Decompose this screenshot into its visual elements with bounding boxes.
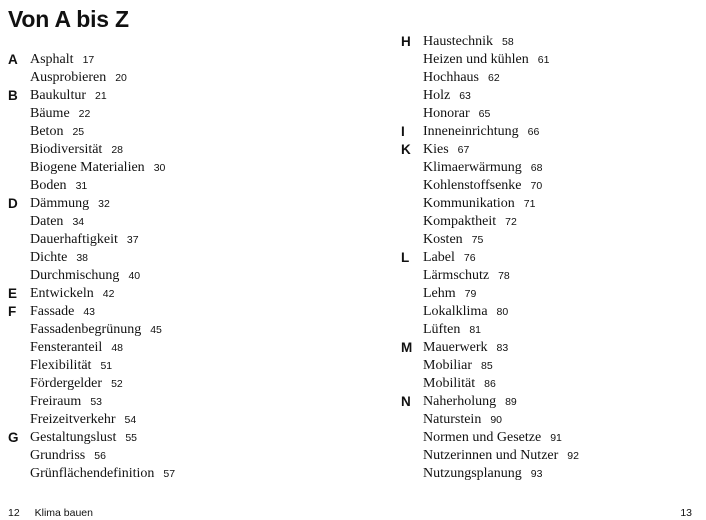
index-letter: B: [8, 88, 18, 103]
index-term: [30, 213, 84, 231]
index-page-number: 42: [102, 288, 115, 300]
index-page-number: 40: [128, 270, 141, 282]
index-term-text: Label: [423, 250, 455, 265]
index-entry: [401, 357, 701, 375]
index-term-text: Dämmung: [30, 196, 90, 211]
index-entry: [401, 51, 701, 69]
index-term-text: Hochhaus: [423, 70, 479, 85]
index-entry: [8, 285, 308, 303]
index-term-text: Kohlenstoffsenke: [423, 178, 522, 193]
index-entry: [401, 105, 701, 123]
index-page-number: 43: [83, 306, 96, 318]
index-page-number: 70: [530, 180, 543, 192]
index-entry: [401, 339, 701, 357]
index-term-text: Kosten: [423, 232, 463, 247]
index-term: [30, 105, 90, 123]
index-term: [423, 357, 493, 375]
index-term-text: Lehm: [423, 286, 456, 301]
index-letter: D: [8, 196, 18, 211]
index-term: [30, 285, 114, 303]
index-term: [423, 51, 549, 69]
index-letter: H: [401, 34, 411, 49]
index-term: [30, 249, 88, 267]
index-entry: [401, 321, 701, 339]
index-entry: [8, 159, 308, 177]
index-term: [423, 321, 481, 339]
index-entry: [8, 447, 308, 465]
index-entry: [401, 447, 701, 465]
index-letter: G: [8, 430, 19, 445]
index-page-number: 30: [153, 162, 166, 174]
index-term: [30, 393, 102, 411]
index-term: [30, 447, 106, 465]
footer-right: [680, 507, 692, 519]
index-letter: I: [401, 124, 405, 139]
index-page-number: 79: [464, 288, 477, 300]
index-term: [423, 177, 542, 195]
index-term-text: Holz: [423, 88, 451, 103]
index-entry: [401, 33, 701, 51]
index-term-text: Fassade: [30, 304, 75, 319]
index-page-number: 78: [498, 270, 510, 282]
index-letter: F: [8, 304, 17, 319]
index-entry: [8, 339, 308, 357]
index-entry: [401, 159, 701, 177]
index-entry: [401, 465, 701, 483]
index-entry: [401, 303, 701, 321]
index-term-text: Asphalt: [30, 52, 74, 67]
index-term-text: Heizen und kühlen: [423, 52, 529, 67]
index-term: [30, 141, 123, 159]
index-term-text: Entwickeln: [30, 286, 94, 301]
index-term: [423, 69, 500, 87]
index-term: [30, 321, 162, 339]
index-term-text: Freizeitverkehr: [30, 412, 116, 427]
index-term: [30, 231, 139, 249]
index-letter: A: [8, 52, 18, 67]
index-entry: [8, 375, 308, 393]
index-page-number: 58: [501, 36, 514, 48]
index-entry: [8, 465, 308, 483]
index-page-number: 38: [76, 252, 89, 264]
index-term-text: Biogene Materialien: [30, 160, 145, 175]
index-term-text: Naturstein: [423, 412, 482, 427]
index-term-text: Ausprobieren: [30, 70, 107, 85]
index-term-text: Honorar: [423, 106, 470, 121]
index-term: [30, 87, 107, 105]
index-term-text: Flexibilität: [30, 358, 92, 373]
index-entry: [8, 177, 308, 195]
index-entry: [401, 393, 701, 411]
index-page-number: 25: [72, 126, 85, 138]
index-term: [30, 339, 123, 357]
index-term: [423, 339, 508, 357]
index-entry: [401, 411, 701, 429]
index-term: [423, 465, 542, 483]
index-term-text: Mauerwerk: [423, 340, 488, 355]
index-term-text: Bäume: [30, 106, 70, 121]
footer-page-number-right: 13: [680, 507, 692, 519]
index-term: [423, 141, 469, 159]
index-page-number: 85: [481, 360, 493, 372]
index-term-text: Fördergelder: [30, 376, 103, 391]
index-term: [423, 87, 471, 105]
index-page-number: 45: [150, 324, 162, 336]
index-term: [30, 465, 175, 483]
index-term-text: Grundriss: [30, 448, 86, 463]
index-page-number: 72: [505, 216, 517, 228]
index-term: [30, 69, 127, 87]
index-term-text: Grünflächendefinition: [30, 466, 155, 481]
index-term-text: Daten: [30, 214, 64, 229]
footer-page-number-left: 12: [8, 507, 20, 519]
index-term-text: Nutzungsplanung: [423, 466, 522, 481]
index-page-number: 17: [82, 54, 95, 66]
index-entry: [401, 429, 701, 447]
index-page-number: 31: [75, 180, 88, 192]
index-term-text: Haustechnik: [423, 34, 493, 49]
index-term: [30, 51, 94, 69]
index-page-number: 37: [126, 234, 139, 246]
index-entry: [8, 69, 308, 87]
index-entry: [8, 429, 308, 447]
index-entry: [401, 375, 701, 393]
index-term-text: Lüften: [423, 322, 461, 337]
index-entry: [401, 213, 701, 231]
index-term: [423, 249, 476, 267]
index-term: [30, 123, 84, 141]
index-page-number: 91: [550, 432, 562, 444]
index-page-number: 28: [111, 144, 124, 156]
index-term: [423, 195, 535, 213]
index-page-number: 53: [90, 396, 103, 408]
index-term: [423, 33, 514, 51]
index-term: [423, 303, 508, 321]
index-page-number: 52: [111, 378, 123, 390]
index-entry: [8, 411, 308, 429]
index-entry: [401, 123, 701, 141]
index-term: [423, 105, 490, 123]
index-entry: [401, 195, 701, 213]
index-term: [30, 303, 95, 321]
index-term: [423, 447, 579, 465]
index-page-number: 90: [490, 414, 503, 426]
index-entry: [401, 249, 701, 267]
index-page-number: 67: [457, 144, 470, 156]
index-term-text: Inneneinrichtung: [423, 124, 519, 139]
index-page-number: 54: [124, 414, 137, 426]
footer-book-title: Klima bauen: [34, 507, 93, 519]
index-term-text: Beton: [30, 124, 64, 139]
index-page-number: 83: [496, 342, 509, 354]
index-term-text: Fassadenbegrünung: [30, 322, 142, 337]
index-letter: N: [401, 394, 411, 409]
index-term-text: Lokalklima: [423, 304, 488, 319]
index-term: [30, 411, 136, 429]
index-term-text: Boden: [30, 178, 67, 193]
index-page-number: 89: [505, 396, 517, 408]
index-term-text: Fensteranteil: [30, 340, 103, 355]
index-term-text: Kommunikation: [423, 196, 515, 211]
index-term-text: Dichte: [30, 250, 68, 265]
index-entry: [8, 249, 308, 267]
index-term-text: Nutzerinnen und Nutzer: [423, 448, 559, 463]
index-term: [30, 357, 112, 375]
index-entry: [8, 393, 308, 411]
index-page-number: 80: [496, 306, 509, 318]
index-term-text: Klimaerwärmung: [423, 160, 522, 175]
index-page-number: 61: [537, 54, 550, 66]
index-entry: [8, 213, 308, 231]
index-entry: [401, 285, 701, 303]
index-term: [423, 267, 510, 285]
index-page-number: 81: [469, 324, 482, 336]
index-term-text: Lärmschutz: [423, 268, 490, 283]
index-page-number: 75: [471, 234, 484, 246]
index-entry: [401, 267, 701, 285]
index-page-number: 48: [111, 342, 123, 354]
index-entry: [8, 51, 308, 69]
index-entry: [8, 123, 308, 141]
index-term: [423, 231, 483, 249]
index-term: [30, 375, 123, 393]
index-entry: [8, 105, 308, 123]
index-letter: M: [401, 340, 413, 355]
index-entry: [8, 267, 308, 285]
index-page-number: 56: [94, 450, 106, 462]
index-term: [30, 429, 137, 447]
index-entry: [8, 195, 308, 213]
index-entry: [401, 87, 701, 105]
index-page-number: 66: [527, 126, 540, 138]
index-page-number: 63: [459, 90, 471, 102]
index-term-text: Normen und Gesetze: [423, 430, 542, 445]
index-page-number: 32: [98, 198, 110, 210]
index-term-text: Mobilität: [423, 376, 476, 391]
index-term: [423, 429, 562, 447]
index-page-number: 21: [95, 90, 107, 102]
index-column-right: [401, 33, 701, 483]
index-term: [423, 375, 496, 393]
index-page-number: 65: [478, 108, 491, 120]
index-entry: [401, 177, 701, 195]
index-entry: [8, 303, 308, 321]
index-term-text: Mobiliar: [423, 358, 472, 373]
index-term-text: Durchmischung: [30, 268, 120, 283]
index-term-text: Naherholung: [423, 394, 497, 409]
index-page-number: 51: [100, 360, 113, 372]
index-term: [423, 285, 476, 303]
index-page-number: 68: [530, 162, 543, 174]
index-page-number: 55: [125, 432, 138, 444]
index-entry: [8, 87, 308, 105]
index-term-text: Baukultur: [30, 88, 86, 103]
index-page-number: 57: [163, 468, 176, 480]
index-term: [423, 411, 502, 429]
index-term-text: Kies: [423, 142, 449, 157]
index-entry: [8, 141, 308, 159]
index-term-text: Freiraum: [30, 394, 82, 409]
index-letter: E: [8, 286, 18, 301]
index-term: [30, 159, 165, 177]
index-term: [423, 393, 517, 411]
index-page-number: 86: [484, 378, 496, 390]
index-letter: K: [401, 142, 411, 157]
index-page-number: 62: [488, 72, 500, 84]
index-term: [30, 177, 87, 195]
index-entry: [401, 231, 701, 249]
index-term: [423, 213, 517, 231]
index-entry: [401, 141, 701, 159]
index-term: [423, 123, 539, 141]
index-page-number: 92: [567, 450, 579, 462]
index-page-number: 76: [463, 252, 476, 264]
index-entry: [8, 357, 308, 375]
index-page-number: 71: [523, 198, 536, 210]
index-entry: [8, 231, 308, 249]
index-column-left: [8, 51, 308, 483]
index-term: [30, 267, 140, 285]
index-entry: [401, 69, 701, 87]
index-page-number: 93: [530, 468, 543, 480]
footer-left: [8, 507, 93, 519]
index-entry: [8, 321, 308, 339]
index-term-text: Dauerhaftigkeit: [30, 232, 118, 247]
index-term-text: Biodiversität: [30, 142, 103, 157]
index-term: [423, 159, 542, 177]
index-letter: L: [401, 250, 410, 265]
page-title: Von A bis Z: [8, 6, 129, 32]
index-page-number: 20: [115, 72, 127, 84]
index-term-text: Gestaltungslust: [30, 430, 117, 445]
index-term: [30, 195, 110, 213]
index-term-text: Kompaktheit: [423, 214, 497, 229]
index-page-number: 34: [72, 216, 85, 228]
index-page-number: 22: [78, 108, 91, 120]
